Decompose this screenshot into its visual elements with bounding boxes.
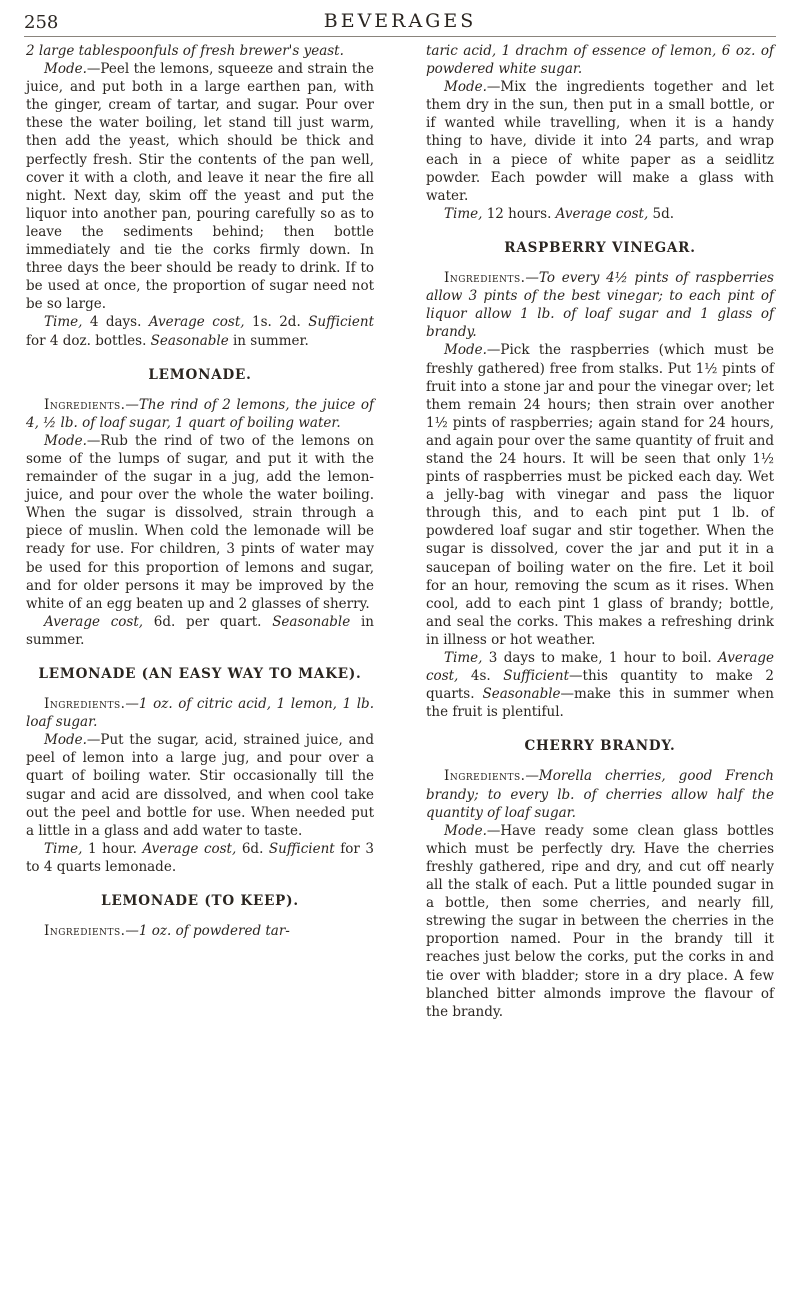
recipe-title-cherry-brandy: CHERRY BRANDY.: [524, 738, 676, 755]
continued-notes-right: Time, 12 hours. Average cost, 5d.: [444, 205, 675, 222]
continued-mode-right: Mode.—Mix the ingredients together and let them dry in the sun, then put in a small bottle, or if wanted while travelling, when it is a handy thing to have, divide it into 24 parts, and wrap each in a piece of white paper as a seidlitz powder. Each powder will make a glass with water.: [426, 79, 774, 204]
cherry-ingredients: Ingredients.—Morella cherries, good French brandy; to every lb. of cherries allow half the quantity of loaf sugar.: [426, 768, 774, 821]
lemonade-mode: Mode.—Rub the rind of two of the lemons on some of the lumps of sugar, and put it with the remainder of the sugar in a jug, add the lemon-juice, and pour over the whole the water boiling. When the sugar is dissolved, strain through a piece of muslin. When cold the lemonade will be ready for use. For children, 3 pints of water may be used for this proportion of lemons and sugar, and for older persons it may be improved by the white of an egg beaten up and 2 glasses of sherry.: [26, 432, 374, 612]
lemonade-easy-notes: Time, 1 hour. Average cost, 6d. Sufficient for 3 to 4 quarts lemonade.: [26, 840, 375, 875]
lemonade-notes: Average cost, 6d. per quart. Seasonable in summer.: [26, 613, 374, 648]
recipe-title-lemonade-keep: LEMONADE (TO KEEP).: [101, 893, 299, 910]
lemonade-easy-mode: Mode.—Put the sugar, acid, strained juice, and peel of lemon into a large jug, and pour over a quart of boiling water. Stir occasionally till the sugar and acid are dissolved, and when cool take out the peel and bottle for use. When needed put a little in a glass and add water to taste.: [26, 732, 374, 839]
raspberry-ingredients: Ingredients.—To every 4½ pints of raspberries allow 3 pints of the best vinegar; to each pint of liquor allow 1 lb. of loaf sugar and 1 glass of brandy.: [426, 270, 774, 341]
lemonade-keep-ingredients: Ingredients.—1 oz. of powdered tar-: [44, 923, 290, 940]
lemonade-easy-ingredients: Ingredients.—1 oz. of citric acid, 1 lemon, 1 lb. loaf sugar.: [26, 696, 374, 731]
raspberry-notes: Time, 3 days to make, 1 hour to boil. Average cost, 4s. Sufficient—this quantity to make 2 quarts. Seasonable—make this in summer when the fruit is plentiful.: [426, 650, 774, 721]
page-number: 258: [24, 12, 59, 33]
page-header: [24, 6, 776, 37]
continued-ingredients-right: taric acid, 1 drachm of essence of lemon, 6 oz. of powdered white sugar.: [426, 43, 774, 78]
running-title: BEVERAGES: [323, 10, 477, 32]
continued-notes: Time, 4 days. Average cost, 1s. 2d. Sufficient for 4 doz. bottles. Seasonable in summer.: [26, 314, 374, 349]
recipe-title-lemonade-easy: LEMONADE (AN EASY WAY TO MAKE).: [38, 666, 362, 682]
lemonade-ingredients: Ingredients.—The rind of 2 lemons, the juice of 4, ½ lb. of loaf sugar, 1 quart of boiling water.: [26, 396, 374, 431]
recipe-title-lemonade: LEMONADE.: [148, 366, 252, 383]
left-column: [26, 42, 374, 940]
right-column: [426, 42, 774, 1021]
raspberry-mode: Mode.—Pick the raspberries (which must be freshly gathered) free from stalks. Put 1½ pints of fruit into a stone jar and pour the vinegar over; let them remain 24 hours; then strain over another 1½ pints of raspberries; again stand for 24 hours, and again pour over the same quantity of fruit and stand the 24 hours. It will be seen that only 1½ pints of raspberries must be picked each day. Wet a jelly-bag with vinegar and pass the liquor through this, and to each pint put 1 lb. of powdered loaf sugar and stir together. When the sugar is dissolved, cover the jar and put it in a saucepan of boiling water on the fire. Let it boil for an hour, removing the scum as it rises. When cool, add to each pint 1 glass of brandy; bottle, and seal the corks. This makes a refreshing drink in illness or hot weather.: [426, 342, 774, 648]
continued-mode: Mode.—Peel the lemons, squeeze and strain the juice, and put both in a large earthen pan, with the ginger, cream of tartar, and sugar. Pour over these the water boiling, let stand till just warm, then add the yeast, which should be thick and perfectly fresh. Stir the contents of the pan well, cover it with a cloth, and leave it near the fire all night. Next day, skim off the yeast and put the liquor into another pan, pouring carefully so as to leave the sediments behind; then bottle immediately and tie the corks firmly down. In three days the beer should be ready to drink. If to be used at once, the proportion of sugar need not be so large.: [26, 61, 374, 313]
recipe-title-raspberry-vinegar: RASPBERRY VINEGAR.: [504, 239, 696, 256]
continued-ingredients: 2 large tablespoonfuls of fresh brewer's yeast.: [26, 43, 344, 59]
cherry-mode: Mode.—Have ready some clean glass bottles which must be perfectly dry. Have the cherries freshly gathered, ripe and dry, and cut off nearly all the stalk of each. Put a little pounded sugar in a bottle, then some cherries, and nearly fill, strewing the sugar in between the cherries in the proportion named. Pour in the brandy till it reaches just below the corks, put the corks in and tie over with bladder; store in a dry place. A few blanched bitter almonds improve the flavour of the brandy.: [426, 822, 774, 1020]
